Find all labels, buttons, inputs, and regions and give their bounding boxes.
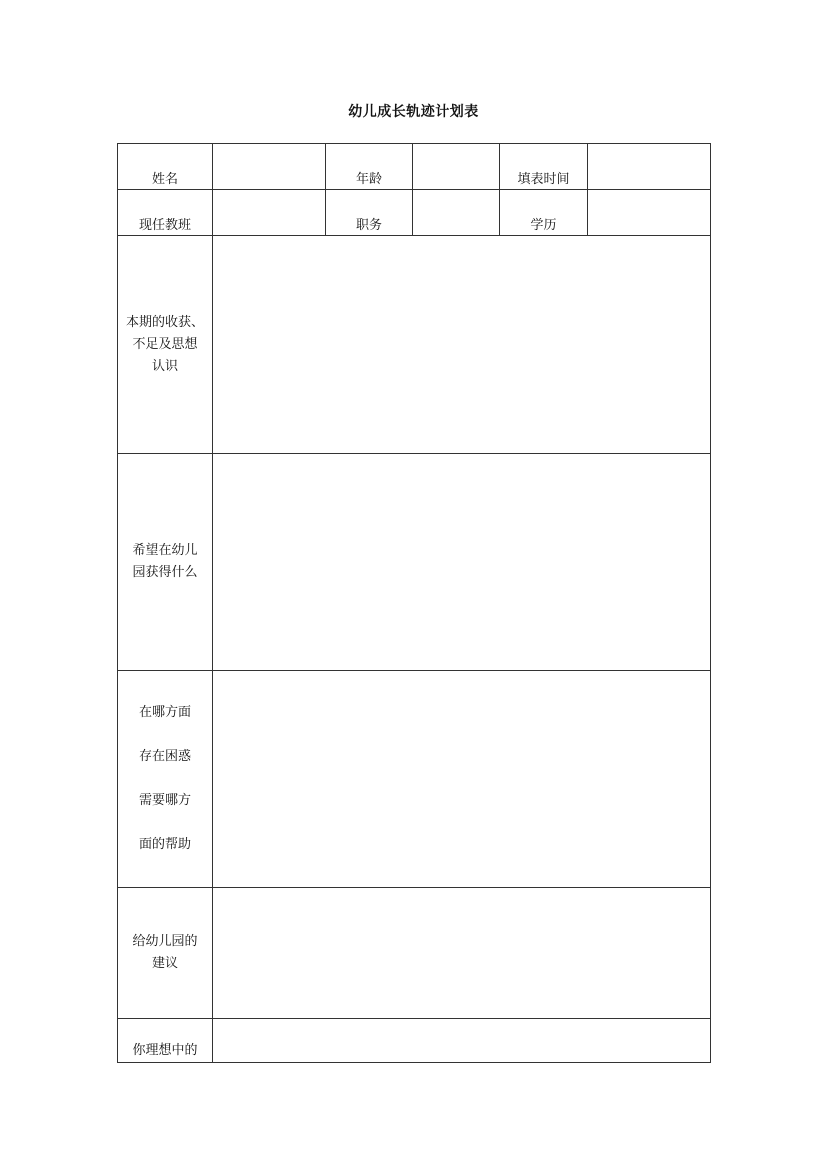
gains-field[interactable] xyxy=(213,236,711,454)
section-row-suggestions xyxy=(118,888,711,1019)
current-class-label: 现任教班 xyxy=(118,190,213,236)
name-field[interactable] xyxy=(213,144,326,190)
confusion-field[interactable] xyxy=(213,671,711,888)
name-label: 姓名 xyxy=(118,144,213,190)
section-row-hopes xyxy=(118,454,711,671)
hopes-label-line: 园获得什么 xyxy=(132,565,198,580)
confusion-label-line: 存在困惑 xyxy=(138,749,191,764)
ideal-field[interactable] xyxy=(213,1019,711,1063)
confusion-label-line: 需要哪方 xyxy=(138,793,191,808)
fill-date-field[interactable] xyxy=(588,144,711,190)
growth-plan-table xyxy=(117,143,711,1063)
header-row-position-info xyxy=(118,190,711,236)
confusion-label-line: 面的帮助 xyxy=(138,837,191,852)
position-label: 职务 xyxy=(326,190,413,236)
header-row-basic-info xyxy=(118,144,711,190)
gains-label xyxy=(118,236,213,454)
section-row-gains xyxy=(118,236,711,454)
age-label: 年龄 xyxy=(326,144,413,190)
suggestions-field[interactable] xyxy=(213,888,711,1019)
section-row-confusion xyxy=(118,671,711,888)
education-field[interactable] xyxy=(588,190,711,236)
suggestions-label-line: 建议 xyxy=(151,956,178,971)
position-field[interactable] xyxy=(413,190,500,236)
form-title: 幼儿成长轨迹计划表 xyxy=(348,104,479,120)
suggestions-label-line: 给幼儿园的 xyxy=(132,934,198,949)
gains-label-line: 不足及思想 xyxy=(132,336,198,352)
hopes-label-line: 希望在幼儿 xyxy=(132,543,198,558)
gains-label-line: 本期的收获、 xyxy=(125,314,204,330)
confusion-label xyxy=(118,671,213,888)
gains-label-line: 认识 xyxy=(151,358,178,374)
confusion-label-line: 在哪方面 xyxy=(138,705,191,720)
education-label: 学历 xyxy=(500,190,588,236)
suggestions-label xyxy=(118,888,213,1019)
hopes-label xyxy=(118,454,213,671)
hopes-field[interactable] xyxy=(213,454,711,671)
current-class-field[interactable] xyxy=(213,190,326,236)
ideal-label-line: 你理想中的 xyxy=(132,1043,198,1058)
age-field[interactable] xyxy=(413,144,500,190)
section-row-ideal xyxy=(118,1019,711,1063)
ideal-label xyxy=(118,1019,213,1063)
fill-date-label: 填表时间 xyxy=(500,144,588,190)
